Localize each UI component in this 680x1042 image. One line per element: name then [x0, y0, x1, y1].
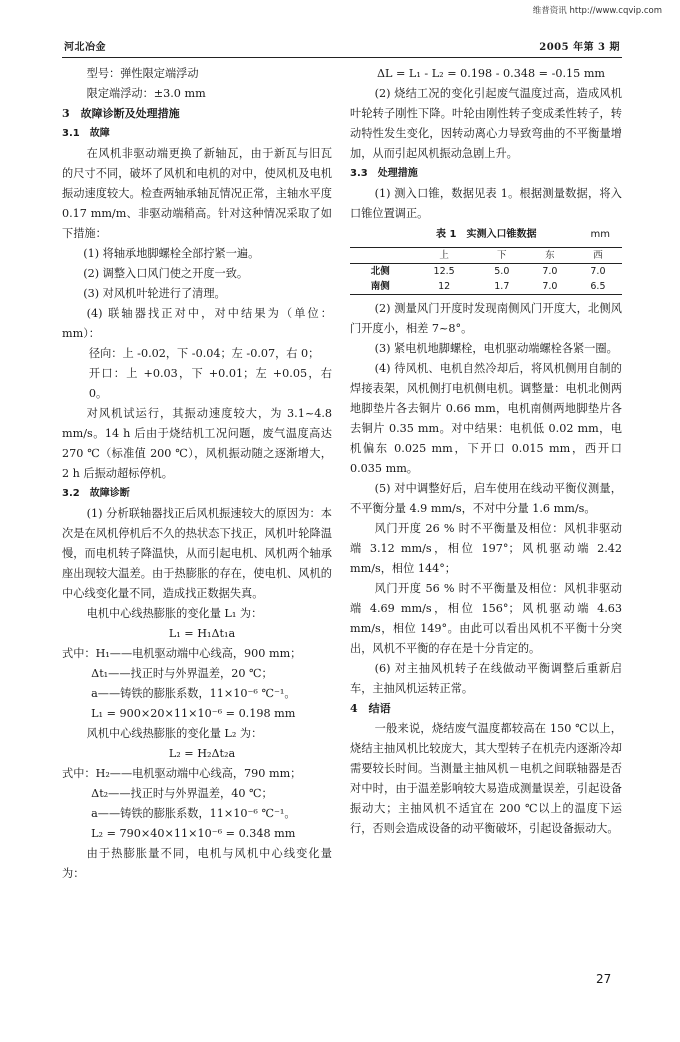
table-cell: 7.0 [542, 281, 558, 292]
equation: L₂ = H₂Δt₂a [168, 747, 236, 760]
variable-definition: a——铸铁的膨胀系数，11×10⁻⁶ ℃⁻¹。 [91, 807, 296, 820]
journal-name: 河北冶金 [64, 42, 106, 53]
paragraph: (1) 分析联轴器找正后风机振速较大的原因为：本次是在风机停机后不久的热状态下找正，风机叶轮降温慢，而电机转子降温快，从而引起电机、风机两个轴承座出现较大温差。由于热膨胀的存在，使电机、风机的中心线变化量不同，造成找正数据失真。 [62, 507, 332, 600]
section-heading: 3 故障诊断及处理措施 [62, 107, 180, 120]
table-row [350, 264, 622, 280]
table-cell: 12.5 [433, 266, 455, 277]
issue-label: 2005 年第 3 期 [539, 42, 620, 53]
subsection-heading: 3.3 处理措施 [350, 168, 418, 179]
paragraph: 限定端浮动：±3.0 mm [86, 87, 206, 100]
table-header-row [350, 248, 622, 264]
equation: L₁ = H₁Δt₁a [168, 627, 236, 640]
variable-definition: 式中：H₂——电机驱动端中心线高，790 mm； [62, 767, 302, 780]
table-unit: mm [590, 229, 610, 240]
paragraph: (2) 烧结工况的变化引起废气温度过高，造成风机叶轮转子刚性下降。叶轮由刚性转子变成柔性转子，转动特性发生变化，因转动离心力导致弯曲的不平衡量增加，从而引起风机振动急剧上升。 [350, 87, 622, 160]
paragraph: 对风机试运行，其振动速度较大，为 3.1~4.8 mm/s。14 h 后由于烧结机工况问题，废气温度高达 270 ℃（标准值 200 ℃），风机振动随之逐渐增大，2 h 后振动超标停机。 [62, 407, 332, 480]
table-row [350, 279, 622, 295]
table-cell: 7.0 [542, 266, 558, 277]
watermark: 维普资讯 http://www.cqvip.com [532, 6, 662, 16]
right-column-bottom [350, 299, 622, 839]
paragraph: 电机中心线热膨胀的变化量 L₁ 为： [86, 607, 263, 620]
table-cell: 7.0 [590, 266, 606, 277]
paragraph: 在风机非驱动端更换了新轴瓦，由于新瓦与旧瓦的尺寸不同，破坏了风机和电机的对中，使风机及电机振动速度较大。检查两轴承轴瓦情况正常，主轴水平度 0.17 mm/m、非驱动端稍高。针对这种情况采取了如下措施： [62, 147, 332, 240]
paragraph: (4) 待风机、电机自然冷却后，将风机侧用自制的焊接表架，风机侧打电机侧电机。调整量：电机北侧两地脚垫片各去铜片 0.66 mm，电机南侧两地脚垫片各去铜片 0.35 mm。对中结果：电机低 0.02 mm，电机偏东 0.025 mm，下开口 0.015 mm，西开口 0.035 mm。 [350, 362, 622, 475]
paragraph: (6) 对主抽风机转子在线做动平衡调整后重新启车，主抽风机运转正常。 [350, 662, 622, 695]
paragraph: (2) 测量风门开度时发现南侧风门开度大，北侧风门开度小，相差 7~8°。 [350, 302, 622, 335]
table-header-cell: 上 [439, 250, 449, 261]
left-column [62, 64, 332, 884]
table-header-cell: 西 [593, 250, 603, 261]
table-row-header: 北侧 [370, 266, 390, 277]
paragraph: (1) 测入口锥，数据见表 1。根据测量数据，将入口锥位置调正。 [350, 187, 622, 220]
right-column [350, 64, 622, 839]
paragraph: (3) 紧电机地脚螺栓，电机驱动端螺栓各紧一圈。 [374, 342, 618, 355]
paragraph: 风门开度 56 % 时不平衡量及相位：风机非驱动端 4.69 mm/s，相位 156°；风机驱动端 4.63 mm/s，相位 149°。由此可以看出风机不平衡十分突出，风机不平衡的存在是十分肯定的。 [350, 582, 622, 655]
list-item: (3) 对风机叶轮进行了清理。 [83, 287, 226, 300]
list-item: (2) 调整入口风门使之开度一致。 [83, 267, 249, 280]
table-caption [350, 225, 622, 245]
table-header-cell: 东 [545, 250, 555, 261]
table-header-cell: 下 [497, 250, 507, 261]
equation: ΔL = L₁ - L₂ = 0.198 - 0.348 = -0.15 mm [376, 67, 606, 80]
right-column-top [350, 64, 622, 224]
subsection-heading: 3.2 故障诊断 [62, 488, 130, 499]
variable-definition: a——铸铁的膨胀系数，11×10⁻⁶ ℃⁻¹。 [91, 687, 296, 700]
list-item: (1) 将轴承地脚螺栓全部拧紧一遍。 [83, 247, 260, 260]
page-number: 27 [596, 972, 612, 986]
running-head [64, 38, 620, 53]
paragraph: 型号：弹性限定端浮动 [86, 67, 199, 80]
variable-definition: Δt₁——找正时与外界温差，20 ℃； [91, 667, 273, 680]
entrance-cone-table [350, 247, 622, 295]
paragraph: (4) 联轴器找正对中，对中结果为（单位：mm）： [62, 307, 332, 340]
paragraph: 风门开度 26 % 时不平衡量及相位：风机非驱动端 3.12 mm/s，相位 197°；风机驱动端 2.42 mm/s，相位 144°； [350, 522, 622, 575]
table-row-header: 南侧 [370, 281, 390, 292]
list-item: 径向：上 -0.02，下 -0.04；左 -0.07，右 0； [88, 347, 320, 360]
list-item: 开口：上 +0.03，下 +0.01；左 +0.05，右 0。 [88, 367, 332, 400]
table-cell: 1.7 [494, 281, 510, 292]
paragraph: (5) 对中调整好后，启车使用在线动平衡仪测量，不平衡分量 4.9 mm/s，不对中分量 1.6 mm/s。 [350, 482, 622, 515]
paragraph: 由于热膨胀量不同，电机与风机中心线变化量为： [62, 847, 332, 880]
paragraph: 一般来说，烧结废气温度都较高在 150 ℃以上，烧结主抽风机比较庞大，其大型转子在机壳内逐渐冷却需要较长时间。当测量主抽风机－电机之间联轴器是否对中时，由于温差影响较大易造成测量误差，引起设备振动大；主抽风机不适宜在 200 ℃以上的温度下运行，否则会造成设备的动平衡破坏，引起设备振动大。 [350, 722, 622, 835]
table-header-cell [350, 248, 410, 264]
header-rule [62, 57, 622, 58]
subsection-heading: 3.1 故障 [62, 128, 110, 139]
variable-definition: 式中：H₁——电机驱动端中心线高，900 mm； [62, 647, 302, 660]
variable-definition: Δt₂——找正时与外界温差，40 ℃； [91, 787, 273, 800]
table-cell: 6.5 [590, 281, 606, 292]
variable-definition: L₂ = 790×40×11×10⁻⁶ = 0.348 mm [91, 827, 296, 840]
table-caption-text: 表 1 实测入口锥数据 [436, 229, 537, 240]
table-cell: 5.0 [494, 266, 510, 277]
section-heading: 4 结语 [350, 702, 391, 715]
paragraph: 风机中心线热膨胀的变化量 L₂ 为： [86, 727, 263, 740]
table-cell: 12 [438, 281, 451, 292]
variable-definition: L₁ = 900×20×11×10⁻⁶ = 0.198 mm [91, 707, 296, 720]
